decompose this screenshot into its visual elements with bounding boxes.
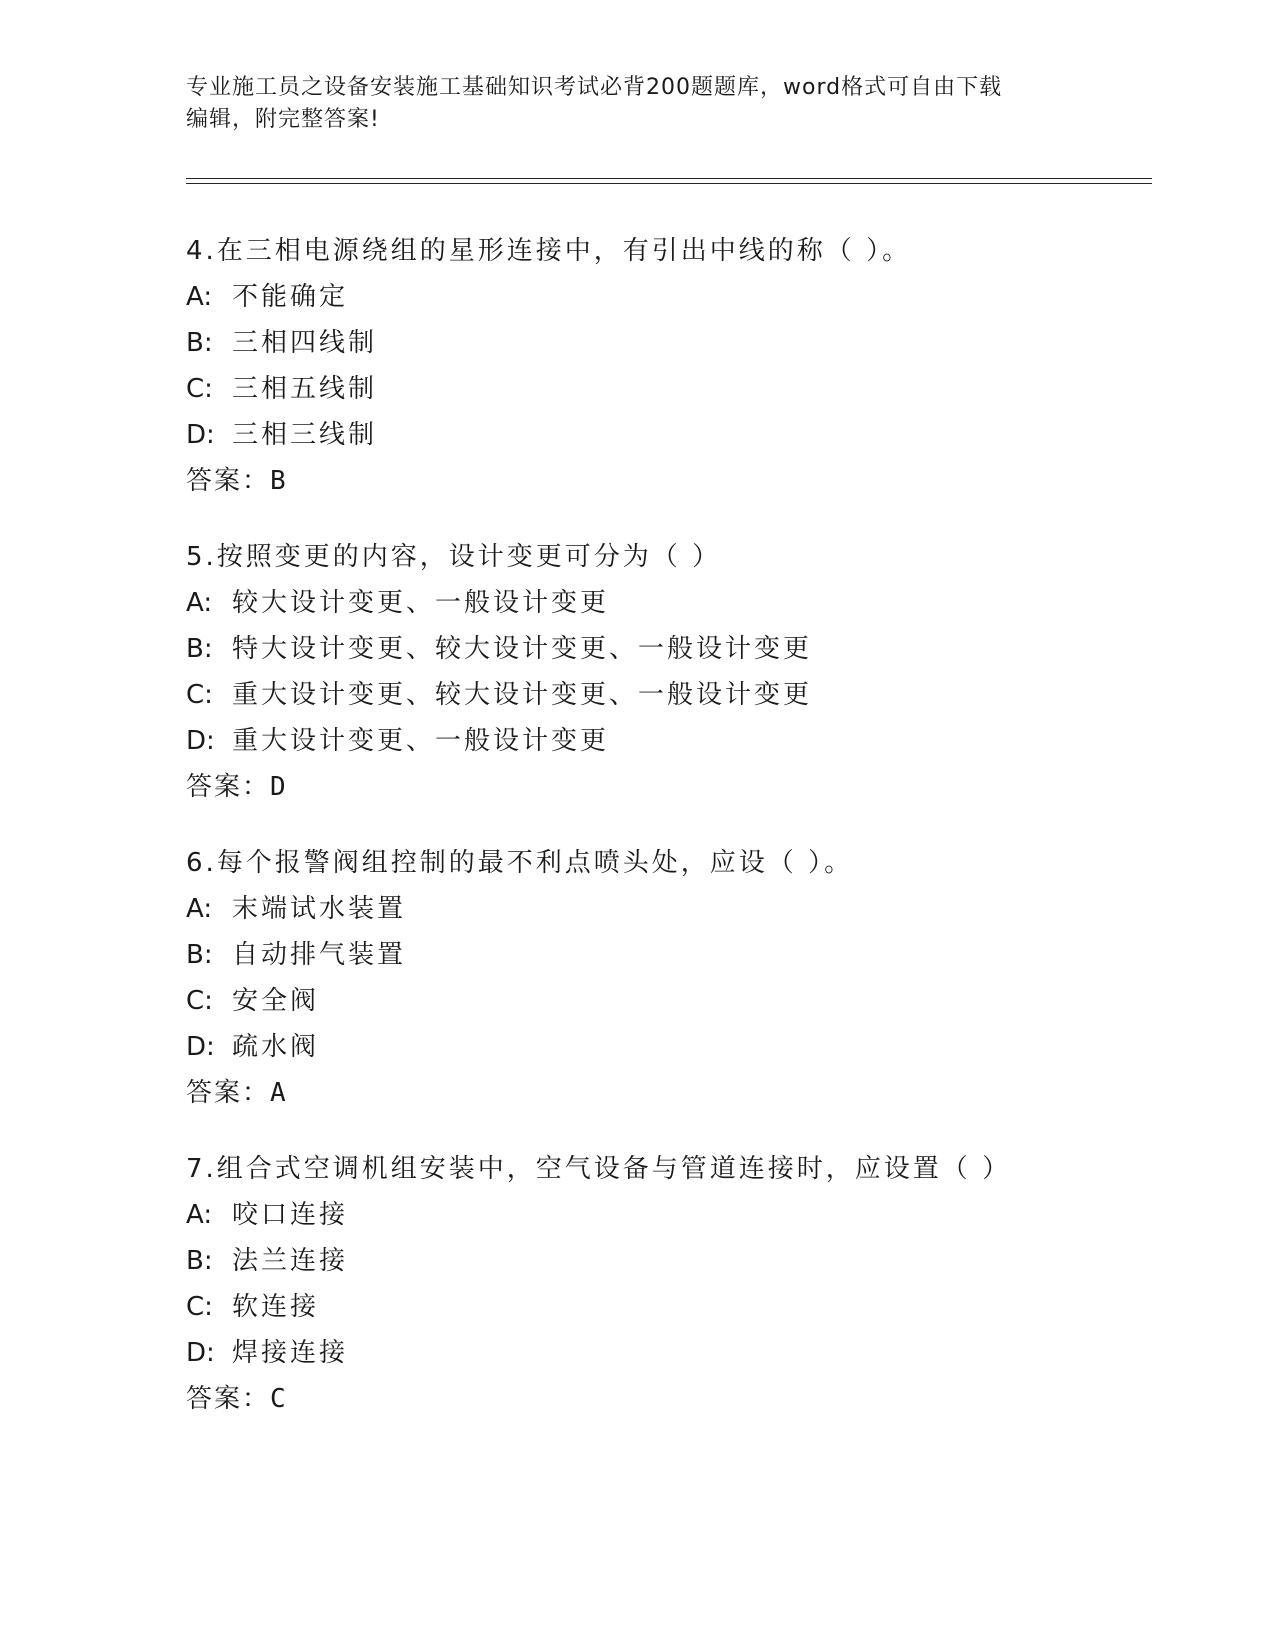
answer-value: A bbox=[270, 1078, 286, 1108]
answer-value: C bbox=[270, 1384, 286, 1414]
option-a bbox=[186, 274, 1146, 320]
option-text: 软连接 bbox=[232, 1292, 320, 1322]
option-b bbox=[186, 1238, 1146, 1284]
option-text: 焊接连接 bbox=[232, 1338, 349, 1368]
option-letter: A: bbox=[186, 894, 213, 924]
option-text: 不能确定 bbox=[232, 282, 349, 312]
answer-value: B bbox=[270, 466, 286, 496]
answer-label: 答案： bbox=[186, 466, 271, 496]
option-a bbox=[186, 886, 1146, 932]
option-d bbox=[186, 412, 1146, 458]
option-text: 自动排气装置 bbox=[232, 940, 407, 970]
option-a bbox=[186, 580, 1146, 626]
option-letter: A: bbox=[186, 282, 213, 312]
option-text: 咬口连接 bbox=[232, 1200, 349, 1230]
option-d bbox=[186, 718, 1146, 764]
header-divider-bottom bbox=[186, 183, 1152, 184]
option-b bbox=[186, 320, 1146, 366]
option-letter: D: bbox=[186, 1338, 215, 1368]
option-b bbox=[186, 626, 1146, 672]
answer-line bbox=[186, 1070, 1146, 1116]
option-d bbox=[186, 1024, 1146, 1070]
option-c bbox=[186, 1284, 1146, 1330]
option-text: 末端试水装置 bbox=[232, 894, 407, 924]
option-text: 法兰连接 bbox=[232, 1246, 349, 1276]
question-text: 6.每个报警阀组控制的最不利点喷头处，应设（ ）。 bbox=[186, 848, 854, 878]
option-letter: B: bbox=[186, 328, 213, 358]
document-header bbox=[186, 72, 1086, 136]
question-block bbox=[186, 228, 1146, 504]
header-line-2: 编辑，附完整答案! bbox=[186, 107, 380, 132]
header-divider-top bbox=[186, 178, 1152, 179]
option-b bbox=[186, 932, 1146, 978]
option-a bbox=[186, 1192, 1146, 1238]
question-block bbox=[186, 1146, 1146, 1422]
question-block bbox=[186, 534, 1146, 810]
option-letter: C: bbox=[186, 1292, 213, 1322]
option-letter: A: bbox=[186, 1200, 213, 1230]
option-text: 重大设计变更、较大设计变更、一般设计变更 bbox=[232, 680, 813, 710]
answer-line bbox=[186, 764, 1146, 810]
option-text: 三相三线制 bbox=[232, 420, 378, 450]
option-text: 特大设计变更、较大设计变更、一般设计变更 bbox=[232, 634, 813, 664]
question-text: 7.组合式空调机组安装中，空气设备与管道连接时，应设置（ ） bbox=[186, 1154, 1012, 1184]
answer-label: 答案： bbox=[186, 1078, 271, 1108]
option-text: 重大设计变更、一般设计变更 bbox=[232, 726, 610, 756]
option-d bbox=[186, 1330, 1146, 1376]
option-letter: D: bbox=[186, 1032, 215, 1062]
question-block bbox=[186, 840, 1146, 1116]
option-text: 三相五线制 bbox=[232, 374, 378, 404]
option-letter: B: bbox=[186, 940, 213, 970]
option-letter: C: bbox=[186, 680, 213, 710]
option-letter: B: bbox=[186, 1246, 213, 1276]
option-letter: C: bbox=[186, 374, 213, 404]
answer-label: 答案： bbox=[186, 1384, 271, 1414]
answer-line bbox=[186, 458, 1146, 504]
answer-value: D bbox=[270, 772, 286, 802]
option-letter: A: bbox=[186, 588, 213, 618]
option-text: 疏水阀 bbox=[232, 1032, 320, 1062]
answer-line bbox=[186, 1376, 1146, 1422]
answer-label: 答案： bbox=[186, 772, 271, 802]
question-text: 4.在三相电源绕组的星形连接中，有引出中线的称（ ）。 bbox=[186, 236, 912, 266]
option-text: 三相四线制 bbox=[232, 328, 378, 358]
question-text: 5.按照变更的内容，设计变更可分为（ ） bbox=[186, 542, 722, 572]
option-letter: C: bbox=[186, 986, 213, 1016]
option-letter: B: bbox=[186, 634, 213, 664]
header-line-1: 专业施工员之设备安装施工基础知识考试必背200题题库，word格式可自由下载 bbox=[186, 75, 1003, 100]
option-c bbox=[186, 366, 1146, 412]
option-c bbox=[186, 672, 1146, 718]
option-letter: D: bbox=[186, 420, 215, 450]
option-text: 安全阀 bbox=[232, 986, 320, 1016]
option-letter: D: bbox=[186, 726, 215, 756]
option-text: 较大设计变更、一般设计变更 bbox=[232, 588, 610, 618]
option-c bbox=[186, 978, 1146, 1024]
